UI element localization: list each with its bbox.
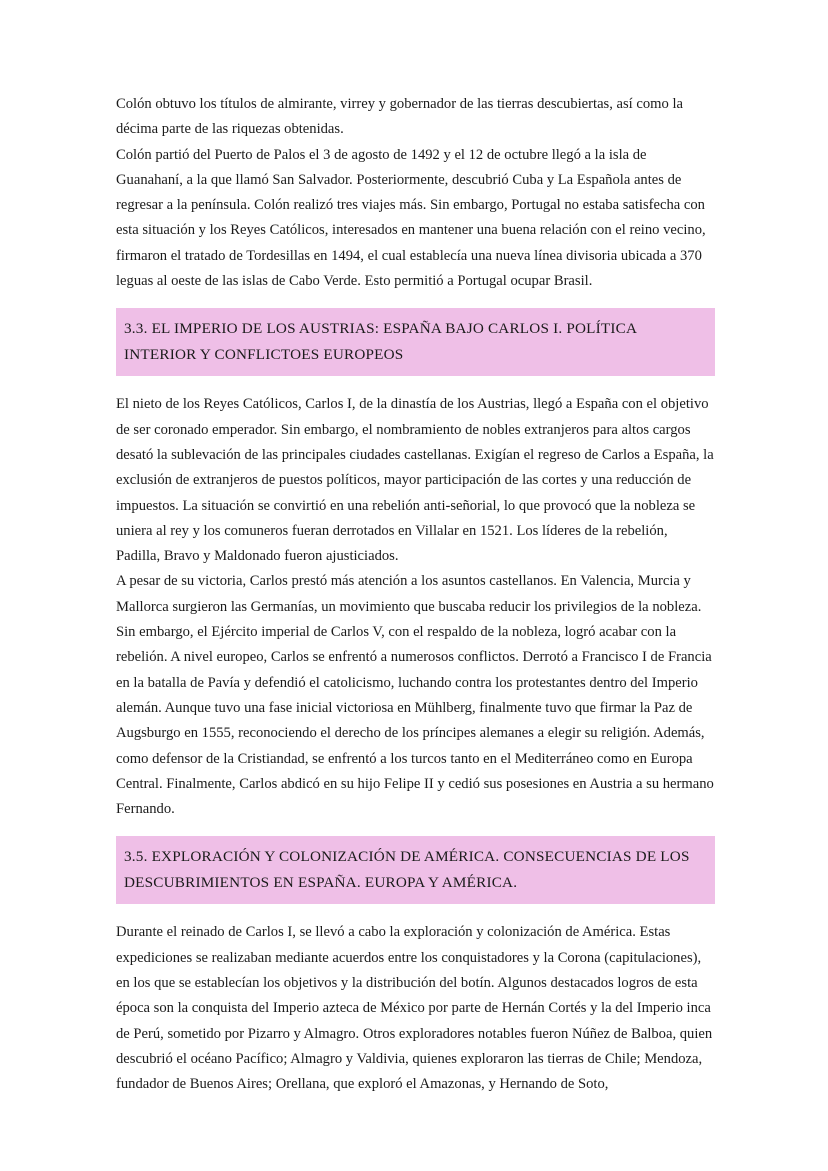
section-3-3-body [116,392,715,822]
paragraph-3-3-1: El nieto de los Reyes Católicos, Carlos I, de la dinastía de los Austrias, llegó a España con el objetivo de ser coronado emperador. Sin embargo, el nombramiento de nobles extranjeros para altos cargos desató la sublevación de las principales ciudades castellanas. Exigían el regreso de Carlos a España, la exclusión de extranjeros de puestos políticos, mayor participación de las cortes y una reducción de impuestos. La situación se convirtió en una rebelión anti-señorial, lo que provocó que la nobleza se uniera al rey y los comuneros fueran derrotados en Villalar en 1521. Los líderes de la rebelión, Padilla, Bravo y Maldonado fueron ajusticiados. [116,396,714,565]
section-heading-3-3: 3.3. EL IMPERIO DE LOS AUSTRIAS: ESPAÑA BAJO CARLOS I. POLÍTICA INTERIOR Y CONFLICTOES EUROPEOS [116,308,715,376]
paragraph-intro-1: Colón obtuvo los títulos de almirante, virrey y gobernador de las tierras descubiertas, así como la décima parte de las riquezas obtenidas. [116,96,683,138]
paragraph-intro-2: Colón partió del Puerto de Palos el 3 de agosto de 1492 y el 12 de octubre llegó a la isla de Guanahaní, a la que llamó San Salvador. Posteriormente, descubrió Cuba y La Española antes de regresar a la península. Colón realizó tres viajes más. Sin embargo, Portugal no estaba satisfecha con esta situación y los Reyes Católicos, interesados en mantener una buena relación con el reino vecino, firmaron el tratado de Tordesillas en 1494, el cual establecía una nueva línea divisoria ubicada a 370 leguas al oeste de las islas de Cabo Verde. Esto permitió a Portugal ocupar Brasil. [116,146,706,290]
paragraph-3-5-1: Durante el reinado de Carlos I, se llevó a cabo la exploración y colonización de América. Estas expediciones se realizaban mediante acuerdos entre los conquistadores y la Corona (capitulaciones), en los que se establecían los objetivos y la distribución del botín. Algunos destacados logros de esta época son la conquista del Imperio azteca de México por parte de Hernán Cortés y la del Imperio inca de Perú, sometido por Pizarro y Almagro. Otros exploradores notables fueron Núñez de Balboa, quien descubrió el océano Pacífico; Almagro y Valdivia, quienes exploraron las tierras de Chile; Mendoza, fundador de Buenos Aires; Orellana, que exploró el Amazonas, y Hernando de Soto, [116,924,713,1093]
paragraph-3-3-2: A pesar de su victoria, Carlos prestó más atención a los asuntos castellanos. En Valencia, Murcia y Mallorca surgieron las Germanías, un movimiento que buscaba reducir los privilegios de la nobleza. Sin embargo, el Ejército imperial de Carlos V, con el respaldo de la nobleza, logró acabar con la rebelión. A nivel europeo, Carlos se enfrentó a numerosos conflictos. Derrotó a Francisco I de Francia en la batalla de Pavía y defendió el catolicismo, luchando contra los protestantes dentro del Imperio alemán. Aunque tuvo una fase inicial victoriosa en Mühlberg, finalmente tuvo que firmar la Paz de Augsburgo en 1555, reconociendo el derecho de los príncipes alemanes a elegir su religión. Además, como defensor de la Cristiandad, se enfrentó a los turcos tanto en el Mediterráneo como en Europa Central. Finalmente, Carlos abdicó en su hijo Felipe II y cedió sus posesiones en Austria a su hermano Fernando. [116,573,714,818]
section-heading-3-5: 3.5. EXPLORACIÓN Y COLONIZACIÓN DE AMÉRICA. CONSECUENCIAS DE LOS DESCUBRIMIENTOS EN ESPAÑA. EUROPA Y AMÉRICA. [116,836,715,904]
section-3-5-body [116,920,715,1097]
